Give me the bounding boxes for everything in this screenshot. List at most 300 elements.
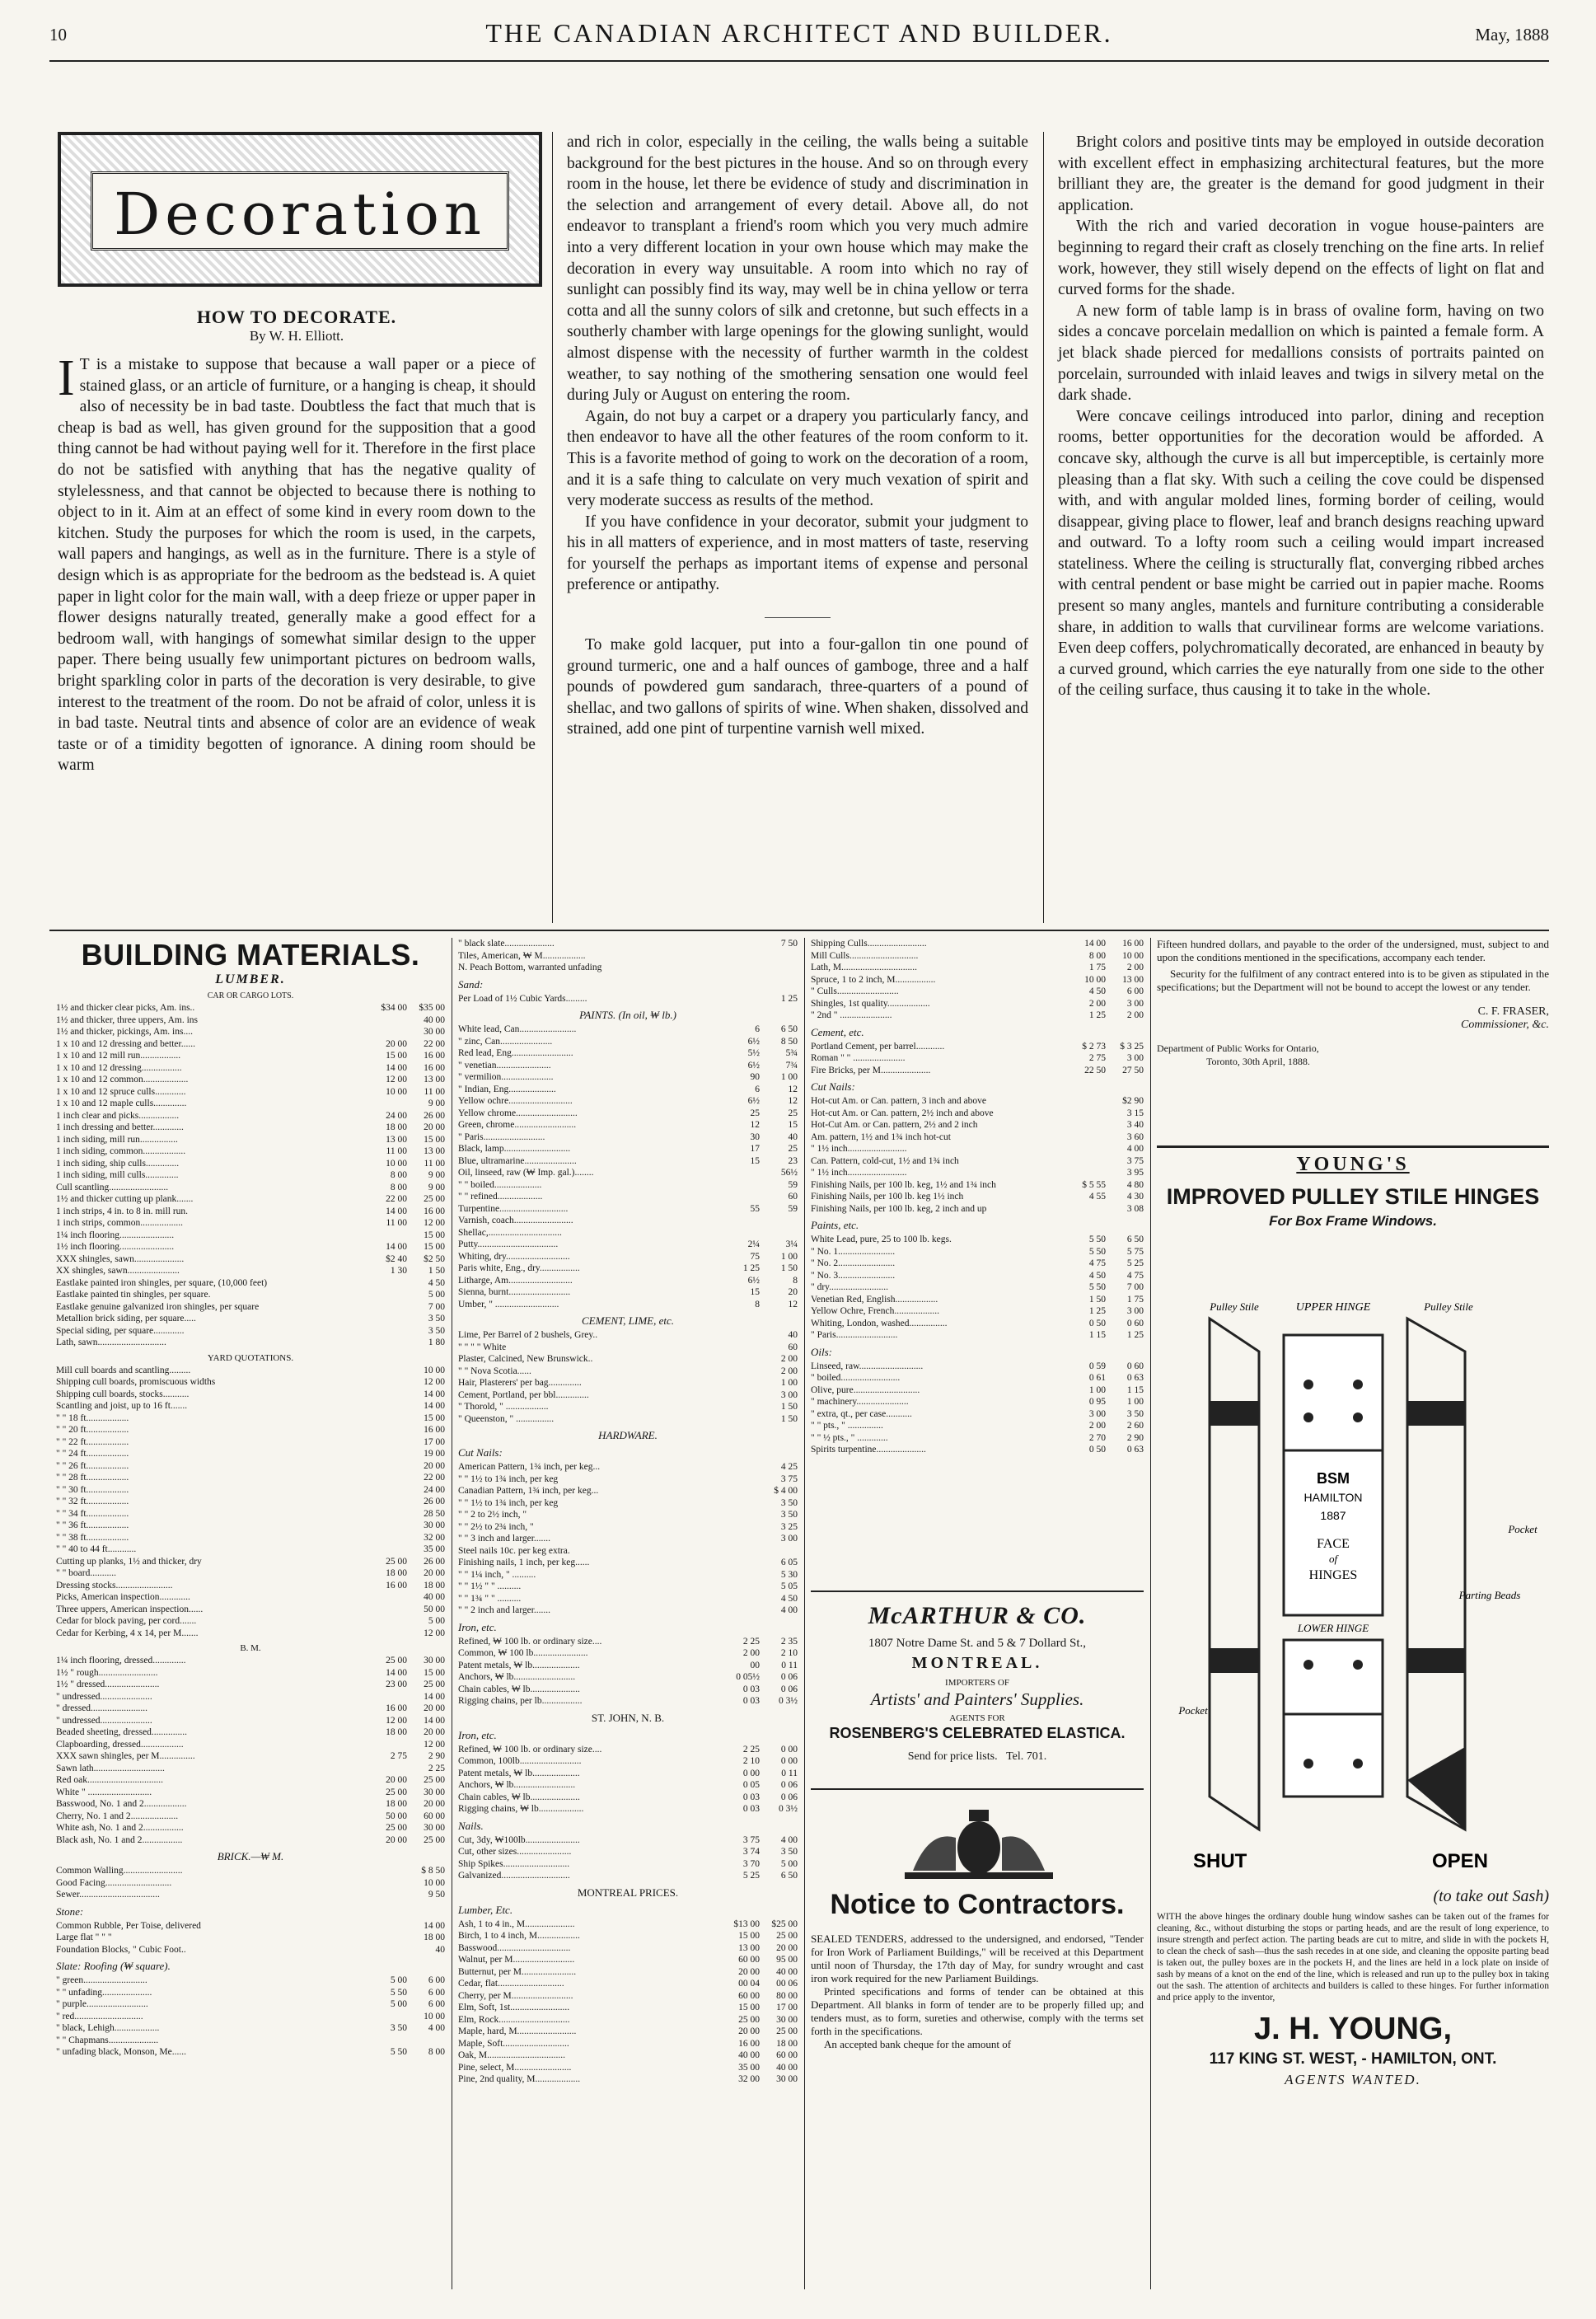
price-high: 0 06 [780, 1672, 798, 1682]
price-high: 3 50 [428, 1314, 445, 1323]
notice-signature-title: Commissioner, &c. [1461, 1019, 1549, 1031]
price-row [458, 2014, 798, 2026]
price-row [458, 1329, 798, 1342]
item-name: " " 20 ft.................. [56, 1425, 129, 1435]
price-high: 25 00 [776, 2026, 798, 2036]
price-low: 25 00 [386, 1556, 407, 1567]
price-high [760, 950, 798, 963]
price-row [56, 2022, 445, 2035]
price-high: 13 00 [1122, 974, 1144, 985]
price-low [369, 1325, 407, 1338]
price-row [458, 1846, 798, 1858]
price-high: 0 11 [781, 1768, 798, 1778]
price-row [811, 1420, 1144, 1432]
price-row [811, 1155, 1144, 1168]
column-rule [1150, 938, 1151, 2289]
item-name: Walnut, per M.......................... [458, 1955, 575, 1965]
price-row [56, 1436, 445, 1449]
price-low: $2 40 [386, 1253, 407, 1264]
price-high: 40 [788, 1131, 798, 1142]
item-name: " Paris.......................... [458, 1131, 545, 1142]
price-table [56, 1865, 445, 1901]
price-low [369, 1628, 407, 1640]
price-row [56, 1313, 445, 1325]
price-high: 3 50 [780, 1510, 798, 1520]
item-name: " " 1¾ " " .......... [458, 1593, 522, 1604]
price-row [56, 1182, 445, 1194]
brick-heading: BRICK.—₩ M. [217, 1850, 284, 1862]
price-row [458, 2062, 798, 2074]
notice-title: Notice to Contractors. [830, 1889, 1125, 1920]
price-high: 2 25 [428, 1763, 445, 1773]
item-name: Yellow ochre........................... [458, 1096, 573, 1106]
price-low: 4 50 [1088, 986, 1106, 996]
item-name: Green, chrome.......................... [458, 1120, 577, 1130]
hinge-label-open: OPEN [1432, 1850, 1489, 1872]
price-low: 1 15 [1088, 1330, 1106, 1340]
price-high: 9 00 [428, 1170, 445, 1180]
item-name: Maple, hard, M......................... [458, 2026, 577, 2036]
item-name: Blue, ultramarine...................... [458, 1155, 577, 1166]
price-row [56, 1496, 445, 1508]
price-high: 2 00 [1126, 1010, 1144, 1020]
item-name: Cherry, per M.......................... [458, 1990, 573, 2001]
mcarthur-address: 1807 Notre Dame St. and 5 & 7 Dollard St., [868, 1637, 1087, 1650]
price-low [722, 1329, 760, 1342]
price-high: 3 25 [780, 1521, 798, 1532]
price-low [369, 1376, 407, 1389]
item-name: " " 1½ to 1¾ inch, per keg [458, 1497, 559, 1508]
price-high: 4 25 [780, 1462, 798, 1472]
royal-arms-emblem [864, 1805, 1094, 1884]
price-row [811, 1167, 1144, 1179]
price-row [458, 1071, 798, 1084]
price-row [56, 1739, 445, 1751]
price-high: 30 00 [424, 1027, 445, 1037]
price-row [56, 1376, 445, 1389]
price-row [458, 1593, 798, 1605]
price-row [458, 1299, 798, 1311]
price-row [811, 974, 1144, 986]
price-low: 1 50 [1088, 1294, 1106, 1305]
article-paragraph: Bright colors and positive tints may be employed in outside decoration with excellent effect in emphasizing architectural features, but the more brilliant they are, the greater is the demand for good judgment in their application. [1058, 134, 1544, 214]
price-low [369, 1424, 407, 1436]
price-row [811, 1246, 1144, 1258]
item-name: " " unfading..................... [56, 1987, 152, 1998]
item-name: Large flat " " " [56, 1932, 112, 1942]
item-name: " No. 3........................ [811, 1270, 896, 1281]
price-high: 3 75 [1126, 1155, 1144, 1166]
item-name: Metallion brick siding, per square..... [56, 1314, 196, 1323]
price-high: 60 [788, 1342, 798, 1352]
price-low: 30 [750, 1131, 760, 1142]
montreal-heading: MONTREAL PRICES. [577, 1886, 679, 1899]
price-low: 00 04 [738, 1979, 760, 1989]
price-row [458, 1671, 798, 1684]
price-low [369, 1508, 407, 1520]
price-low: 22 00 [386, 1194, 407, 1204]
hinge-label-stile-right: Pulley Stile [1424, 1300, 1473, 1313]
price-row [811, 1179, 1144, 1192]
price-low [722, 1557, 760, 1569]
price-low [722, 1593, 760, 1605]
item-name: American Pattern, 1¾ inch, per keg... [458, 1462, 601, 1472]
price-row [458, 1545, 798, 1558]
price-row [56, 1628, 445, 1640]
item-name: " black slate..................... [458, 939, 555, 949]
price-high: 12 00 [424, 1628, 445, 1638]
price-high: 0 06 [780, 1780, 798, 1790]
item-name: 1½ and thicker cutting up plank....... [56, 1194, 194, 1204]
price-low: 18 00 [386, 1727, 407, 1737]
price-low [369, 1389, 407, 1401]
price-row [56, 1591, 445, 1604]
price-low: $13 00 [733, 1918, 760, 1929]
price-high: 6 50 [780, 1024, 798, 1034]
journal-title: THE CANADIAN ARCHITECT AND BUILDER. [485, 18, 1113, 48]
item-name: 1¼ inch flooring, dressed.............. [56, 1656, 186, 1665]
price-row [56, 1145, 445, 1158]
item-name: Shipping cull boards, stocks........... [56, 1389, 190, 1399]
item-name: " Queenston, " ................ [458, 1413, 555, 1424]
price-low: 20 00 [386, 1038, 407, 1049]
price-row [56, 1580, 445, 1592]
price-low: 5 50 [390, 2047, 407, 2057]
item-name: Spruce, 1 to 2 inch, M................. [811, 974, 936, 985]
price-high: 15 00 [424, 1230, 445, 1240]
price-row [458, 1870, 798, 1882]
item-name: " " Nova Scotia...... [458, 1366, 531, 1376]
price-row [56, 1253, 445, 1266]
hinge-label-bsm: BSM [1317, 1470, 1350, 1487]
price-high: 5 00 [428, 1616, 445, 1626]
price-low: 0 00 [742, 1768, 760, 1778]
price-row [458, 1084, 798, 1096]
price-low: 0 95 [1088, 1397, 1106, 1407]
article-paragraph: I T is a mistake to suppose that because a wall paper or a piece of stained glass, or an article of furniture, or a hanging is cheap, it should also of necessity be in bad taste. Doubtless the fact that much that is cheap is bad as well, has given ground for the supposition that a good thing cannot be had without paying well for it. Therefore in the first place do not be satisfied with anything that has the negative quality of stylelessness, and that cannot be objected to because there is nothing to object to in it. Aim at an effect of some kind in every room down to the kitchen. Study the purposes for which the room is used, in the carpets, wall papers and hangings, as well as in the furniture. There is a style of design which is as appropriate for the bedroom as the bedstead is. A quiet paper in light color for the main wall, with a deep frieze or upper paper in flower designs naturally treated, generally make a good effect for a bedroom wall, with hangings of somewhat similar design to the upper paper. There being usually few unimportant pictures on bedroom walls, bright sparkling color in parts of the decoration is very desirable, to give interest to the treatment of the room. Do not be afraid of color, unless it is in bad taste. Neutral tints and absence of color are an evidence of weak taste or of a timidity begotten of ignorance. A dining room should be warm [58, 350, 536, 775]
price-high: 3 00 [780, 1534, 798, 1544]
price-row [458, 1191, 798, 1203]
column-rule [552, 132, 553, 923]
price-low [369, 1615, 407, 1628]
price-row [811, 1052, 1144, 1065]
price-row [458, 1779, 798, 1792]
column-rule [804, 938, 805, 2289]
price-low [369, 1889, 407, 1901]
item-name: Anchors, ₩ lb.......................... [458, 1672, 576, 1682]
price-low: 2 00 [1088, 1421, 1106, 1431]
item-name: " " 2 to 2½ inch, " [458, 1510, 527, 1520]
price-high: 12 00 [424, 1377, 445, 1387]
item-name: Finishing Nails, per 100 lb. keg, 2 inch and up [811, 1203, 987, 1214]
price-row [56, 1679, 445, 1691]
price-high: 1 50 [780, 1263, 798, 1273]
price-high: 2 00 [780, 1366, 798, 1376]
price-low [722, 1377, 760, 1389]
price-high [760, 1545, 798, 1558]
price-low: 6½ [747, 1275, 760, 1286]
price-row [56, 1086, 445, 1099]
price-low: 35 00 [738, 2062, 760, 2073]
item-name: Refined, ₩ 100 lb. or ordinary size.... [458, 1744, 602, 1754]
price-low: 15 00 [738, 2003, 760, 2012]
price-high: 4 50 [428, 1277, 445, 1288]
item-name: Mill cull boards and scantling......... [56, 1365, 191, 1375]
price-high: 15 00 [424, 1134, 445, 1145]
hinge-label-of: of [1328, 1553, 1338, 1565]
price-row [56, 1277, 445, 1290]
item-name: Ship Spikes............................ [458, 1858, 570, 1869]
price-high: 20 00 [424, 1460, 445, 1471]
item-name: " undressed...................... [56, 1691, 152, 1702]
price-low [369, 1412, 407, 1425]
price-high: 59 [788, 1203, 798, 1214]
price-high: 4 75 [1126, 1270, 1144, 1281]
price-row [56, 1604, 445, 1616]
price-row [458, 1755, 798, 1768]
price-low [722, 1545, 760, 1558]
price-low: 8 00 [1088, 950, 1106, 961]
price-row [56, 1655, 445, 1667]
price-row [811, 1234, 1144, 1246]
price-row [811, 1065, 1144, 1077]
item-name: " " 1¼ inch, " .......... [458, 1569, 536, 1580]
price-low: 00 [750, 1660, 760, 1670]
price-row [811, 962, 1144, 974]
price-high: 10 00 [424, 2011, 445, 2022]
item-name: " red............................. [56, 2011, 143, 2022]
price-high: 13 00 [424, 1146, 445, 1156]
item-name: Good Facing............................ [56, 1877, 172, 1888]
price-low [369, 1400, 407, 1412]
price-table [458, 1744, 798, 1815]
price-row [811, 950, 1144, 963]
price-low [369, 1739, 407, 1751]
price-low: 18 00 [386, 1799, 407, 1809]
price-high: 14 00 [424, 1389, 445, 1399]
hinge-label-beads: Parting Beads [1458, 1589, 1521, 1601]
item-name: Oil, linseed, raw (₩ Imp. gal.)........ [458, 1168, 594, 1178]
price-low [1068, 1119, 1106, 1131]
item-name: Shipping cull boards, promiscuous widths [56, 1377, 216, 1387]
price-row [56, 1230, 445, 1242]
price-high: 3 00 [1126, 998, 1144, 1009]
price-low [722, 1581, 760, 1593]
item-name: Shingles, 1st quality.................. [811, 998, 930, 1009]
price-low: 6 [755, 1084, 760, 1094]
price-high: 12 [788, 1299, 798, 1309]
price-low [722, 1497, 760, 1510]
notice-body-2: Printed specifications and forms of tender can be obtained at this Department. All blanks in form of tender are to be properly filled up; and tenders must, as to form, sureties and otherwise, comply with the terms set forth in the specifications. [811, 1985, 1144, 2037]
item-name: Cherry, No. 1 and 2.................... [56, 1811, 179, 1821]
item-name: 1 x 10 and 12 common................... [56, 1075, 189, 1085]
price-low [369, 1014, 407, 1027]
mcarthur-tel: Tel. 701. [1006, 1750, 1047, 1763]
price-low [369, 1520, 407, 1532]
price-low: 15 [750, 1155, 760, 1166]
item-name: Cutting up planks, 1½ and thicker, dry [56, 1556, 202, 1567]
price-low [369, 1448, 407, 1460]
price-high: 3 60 [1126, 1131, 1144, 1142]
price-low: 18 00 [386, 1122, 407, 1132]
price-high: 3 50 [1126, 1408, 1144, 1419]
item-name: Elm, Soft, 1st......................... [458, 2003, 570, 2012]
price-row [56, 1206, 445, 1218]
price-high: 14 00 [424, 1715, 445, 1726]
item-name: " dry......................... [811, 1282, 889, 1292]
price-low: 60 00 [738, 1955, 760, 1965]
price-low: 8 00 [390, 1170, 407, 1180]
ad-rule [1157, 1145, 1549, 1148]
mcarthur-elastica: ROSENBERG'S CELEBRATED ELASTICA. [829, 1725, 1126, 1741]
price-high: 0 63 [1126, 1373, 1144, 1383]
item-name: Clapboarding, dressed.................. [56, 1739, 184, 1750]
item-name: " " 18 ft.................. [56, 1412, 129, 1423]
price-row [811, 1143, 1144, 1155]
mcarthur-ad [811, 1602, 1144, 1764]
item-name: Portland Cement, per barrel............ [811, 1041, 945, 1052]
price-low [369, 1313, 407, 1325]
price-high: 0 00 [780, 1744, 798, 1754]
item-name: 1½ and thicker, three uppers, Am. ins [56, 1014, 199, 1025]
price-high: $2 90 [1122, 1096, 1144, 1106]
price-row [458, 1024, 798, 1036]
young-agents: AGENTS WANTED. [1285, 2072, 1421, 2087]
price-high: 80 00 [776, 1990, 798, 2001]
price-row [458, 1485, 798, 1497]
price-row [56, 1750, 445, 1763]
price-row [811, 1361, 1144, 1373]
young-subtitle: For Box Frame Windows. [1269, 1213, 1437, 1229]
price-row [56, 1667, 445, 1680]
price-high: 8 50 [780, 1036, 798, 1047]
materials-column-2 [458, 938, 798, 2086]
price-table [458, 1834, 798, 1882]
banner-word: Decoration [114, 180, 486, 248]
price-row [458, 1095, 798, 1108]
price-row [56, 1920, 445, 1932]
price-row [458, 1286, 798, 1299]
item-name: Yellow chrome.......................... [458, 1108, 578, 1118]
price-row [56, 1110, 445, 1122]
price-low: 10 00 [386, 1086, 407, 1097]
item-name: Lime, Per Barrel of 2 bushels, Grey.. [458, 1330, 598, 1340]
price-row [458, 1684, 798, 1696]
price-high: 2 35 [780, 1636, 798, 1647]
item-name: Finishing Nails, per 100 lb. keg 1½ inch [811, 1192, 964, 1202]
price-high: 4 00 [428, 2023, 445, 2033]
price-row [56, 1389, 445, 1401]
price-row [458, 1581, 798, 1593]
price-row [56, 1193, 445, 1206]
item-name: " 2nd " ...................... [811, 1010, 892, 1020]
price-row [56, 1889, 445, 1901]
price-high: 15 00 [424, 1412, 445, 1423]
price-low: 1 25 [1088, 1306, 1106, 1316]
section-divider [49, 930, 1549, 931]
price-low: 15 00 [738, 1931, 760, 1941]
price-low: 32 00 [738, 2074, 760, 2084]
price-low [722, 1485, 760, 1497]
mcarthur-supplies: Artists' and Painters' Supplies. [870, 1689, 1084, 1709]
price-low: 5 00 [390, 1999, 407, 2009]
price-low: 2¼ [747, 1239, 760, 1249]
item-name: " machinery...................... [811, 1397, 909, 1407]
price-high: 14 00 [424, 1920, 445, 1931]
price-high: 3 50 [428, 1325, 445, 1336]
price-row [56, 1301, 445, 1314]
price-high: 13 00 [424, 1075, 445, 1085]
notice-body: SEALED TENDERS, addressed to the undersigned, and endorsed, "Tender for Iron Work of Parliament Buildings," will be received at this Department until noon of Thursday, the 17th day of May, for sundry wrought and cast iron work required for the new Parliament Buildings. [811, 1932, 1144, 1984]
price-high: 23 [788, 1155, 798, 1166]
item-name: 1 x 10 and 12 dressing................. [56, 1062, 182, 1073]
price-table [56, 1002, 445, 1349]
price-low [722, 950, 760, 963]
item-name: 1 x 10 and 12 maple culls.............. [56, 1099, 187, 1108]
nails-heading-3: Cut Nails: [811, 1080, 855, 1093]
price-high: 17 00 [424, 1436, 445, 1447]
item-name: " " 1½ to 1¾ inch, per keg [458, 1473, 559, 1484]
price-high: 6 00 [428, 1987, 445, 1998]
nails-heading-2: Nails. [458, 1819, 484, 1832]
item-name: Cut, other sizes....................... [458, 1847, 572, 1857]
price-low: 0 50 [1088, 1445, 1106, 1455]
item-name: " Indian, Eng.................... [458, 1084, 556, 1094]
price-high: 25 00 [424, 1834, 445, 1845]
item-name: Finishing Nails, per 100 lb. keg, 1½ and 1¾ inch [811, 1179, 996, 1190]
price-row [811, 1384, 1144, 1397]
price-low [369, 1532, 407, 1544]
price-high: 9 00 [428, 1182, 445, 1192]
price-high: 5 30 [780, 1569, 798, 1580]
price-high: 2 00 [1126, 963, 1144, 972]
price-low: 14 00 [386, 1062, 407, 1073]
item-name: Basswood, No. 1 and 2.................. [56, 1799, 187, 1809]
item-name: White ash, No. 1 and 2................. [56, 1823, 184, 1833]
price-row [458, 962, 798, 974]
young-body: WITH the above hinges the ordinary double hung window sashes can be taken out of the frames for cleaning, &c., without disturbing the stops or parting heads, and are the result of long experience, to insure strength and perfect action. The parting beads are cut to mitre, and slide in with the pockets H, to clean the check of sash—thus the sash recedes in at one side, and cleaning the opposite parting bead is taken out, the pulley boxes are in the pockets H, and the lines are held in a lock plate on inside of sash by means of a knot on the end of the line, which is released and run up to the pulley box in taking out the sash. The attention of architects and builders is called to these hinges. For further information and price apply to the inventor, [1157, 1912, 1549, 2003]
item-name: " zinc, Can...................... [458, 1036, 553, 1047]
price-high: 60 00 [424, 1811, 445, 1821]
price-row [458, 1834, 798, 1847]
item-name: 1 inch strips, 4 in. to 8 in. mill run. [56, 1206, 189, 1216]
paints-heading-2: Paints, etc. [811, 1219, 859, 1231]
item-name: Sewer.................................. [56, 1890, 160, 1900]
item-name: Rigging chains, ₩ lb................... [458, 1804, 584, 1814]
price-high: 30 00 [424, 1823, 445, 1833]
price-row [458, 1047, 798, 1060]
price-low [722, 938, 760, 950]
price-table [458, 1918, 798, 2086]
price-row [56, 1532, 445, 1544]
item-name: 1 inch dressing and better............. [56, 1122, 184, 1132]
price-row [56, 1002, 445, 1014]
price-row [458, 1251, 798, 1263]
ad-rule [811, 1591, 1144, 1592]
price-low: 16 00 [386, 1580, 407, 1591]
price-high: 25 00 [776, 1931, 798, 1941]
price-low: 0 05 [742, 1780, 760, 1790]
price-high: 1 00 [780, 1378, 798, 1388]
price-low: 6 [755, 1024, 760, 1034]
item-name: XX shingles, sawn...................... [56, 1266, 180, 1276]
section-rule [765, 617, 831, 618]
price-row [458, 1060, 798, 1072]
price-row [811, 1095, 1144, 1108]
price-row [56, 1074, 445, 1086]
price-table [811, 1361, 1144, 1456]
price-high: 1 50 [780, 1413, 798, 1424]
